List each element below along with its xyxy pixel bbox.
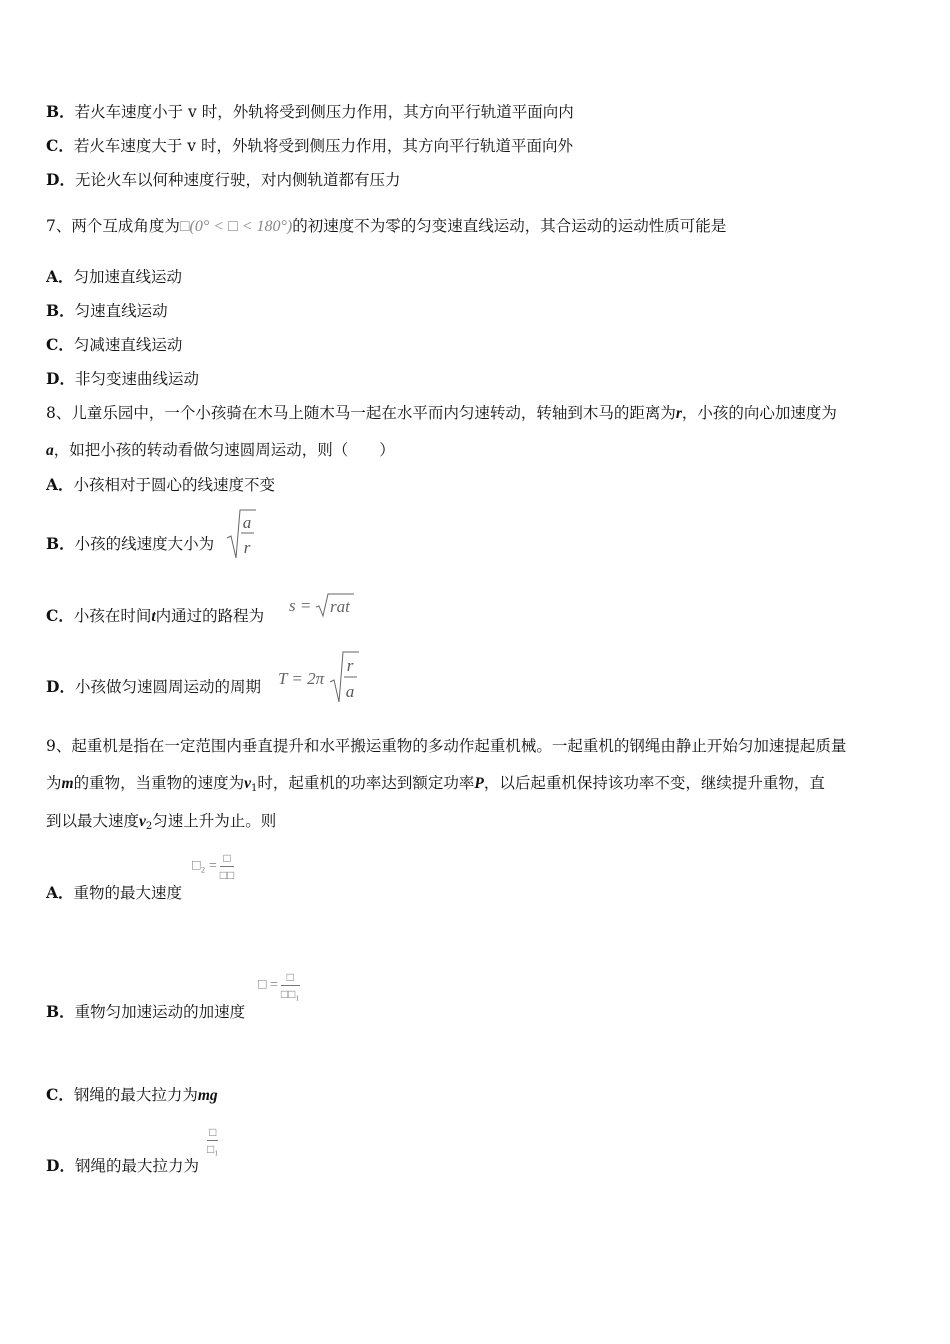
q9-b-fraction bbox=[281, 969, 300, 1002]
option-label: D． bbox=[46, 1156, 75, 1175]
q8-d-numerator: r bbox=[346, 656, 354, 675]
q6-option-d bbox=[46, 169, 400, 191]
q7-option-c bbox=[46, 334, 182, 356]
option-label: A． bbox=[46, 883, 74, 902]
option-text: 无论火车以何种速度行驶，对内侧轨道都有压力 bbox=[74, 171, 401, 189]
q8-text: 8、儿童乐园中，一个小孩骑在木马上随木马一起在水平而内匀速转动，转轴到木马的距离为 bbox=[46, 404, 676, 422]
q8-option-d bbox=[46, 676, 261, 698]
q8-option-c bbox=[46, 605, 264, 628]
q9-d-formula bbox=[207, 1124, 218, 1157]
q9-b-numerator: □ bbox=[281, 969, 300, 986]
q9-b-denominator: □□₁ bbox=[280, 987, 300, 1001]
q6-option-c bbox=[46, 135, 573, 157]
q8-text: ，小孩的向心加速度为 bbox=[681, 404, 837, 422]
q9-d-fraction bbox=[207, 1124, 218, 1157]
q9-text: 匀速上升为止。则 bbox=[152, 812, 277, 830]
q8-var-r: r bbox=[675, 405, 682, 422]
q9-text: 为 bbox=[46, 774, 62, 792]
q9-text: 的重物，当重物的速度为 bbox=[73, 774, 245, 792]
option-label: D． bbox=[46, 677, 75, 696]
option-text: 重物的最大速度 bbox=[73, 884, 183, 902]
option-text: 匀速直线运动 bbox=[74, 302, 168, 320]
q9-text: 9、起重机是指在一定范围内垂直提升和水平搬运重物的多动作起重机械。一起重机的钢绳由静止开始匀加速提起质量 bbox=[46, 737, 847, 755]
q9-a-denominator: □□ bbox=[219, 868, 235, 882]
q9-stem-line2 bbox=[46, 772, 825, 800]
option-label: C． bbox=[46, 136, 74, 155]
q9-var-v1: v bbox=[244, 775, 251, 792]
q9-a-formula bbox=[192, 850, 234, 883]
option-label: D． bbox=[46, 369, 75, 388]
option-label: D． bbox=[46, 170, 75, 189]
q7-angle-formula: □(0° < □ < 180°) bbox=[179, 218, 293, 235]
q9-d-numerator: □ bbox=[207, 1124, 218, 1141]
q7-stem bbox=[46, 215, 726, 238]
q9-sub-1: 1 bbox=[250, 783, 258, 794]
option-text: 钢绳的最大拉力为 bbox=[73, 1086, 198, 1104]
option-label: A． bbox=[46, 267, 74, 286]
option-label: B． bbox=[46, 301, 75, 320]
q8-b-denominator: r bbox=[243, 538, 251, 557]
option-text: 小孩做匀速圆周运动的周期 bbox=[74, 678, 261, 696]
option-label: C． bbox=[46, 1085, 74, 1104]
q8-b-numerator: a bbox=[242, 513, 252, 532]
q9-b-formula bbox=[258, 969, 300, 1002]
q8-option-a bbox=[46, 474, 275, 496]
q9-text: ，以后起重机保持该功率不变，继续提升重物，直 bbox=[483, 774, 825, 792]
option-label: B． bbox=[46, 1002, 75, 1021]
q8-c-lhs: s = bbox=[289, 596, 312, 615]
q9-option-a bbox=[46, 882, 182, 904]
q9-stem-line3 bbox=[46, 810, 276, 838]
q9-b-lhs: □ = bbox=[258, 977, 278, 993]
option-text: 若火车速度大于 v 时，外轨将受到侧压力作用，其方向平行轨道平面向外 bbox=[73, 137, 573, 155]
option-text: 重物匀加速运动的加速度 bbox=[74, 1003, 246, 1021]
option-text: 小孩在时间 bbox=[73, 607, 152, 625]
q9-var-v2: v bbox=[139, 813, 146, 830]
q8-b-sqrt-formula bbox=[226, 508, 258, 560]
q8-var-a: a bbox=[46, 442, 54, 459]
q8-d-lhs: T = 2π bbox=[278, 669, 325, 688]
option-label: C． bbox=[46, 606, 74, 625]
q9-a-numerator: □ bbox=[220, 850, 235, 867]
option-label: A． bbox=[46, 475, 74, 494]
q8-text: ，如把小孩的转动看做匀速圆周运动，则（ ） bbox=[53, 441, 395, 459]
option-text: 小孩相对于圆心的线速度不变 bbox=[73, 476, 276, 494]
q9-text: 时，起重机的功率达到额定功率 bbox=[257, 774, 475, 792]
option-text: 若火车速度小于 v 时，外轨将受到侧压力作用，其方向平行轨道平面向内 bbox=[74, 103, 574, 121]
q8-option-b bbox=[46, 533, 214, 555]
option-text: 匀减速直线运动 bbox=[73, 336, 183, 354]
q9-a-lhs: □₂ = bbox=[192, 858, 217, 874]
q9-text: 到以最大速度 bbox=[46, 812, 140, 830]
q8-stem-line2 bbox=[46, 439, 395, 462]
q8-d-formula bbox=[277, 650, 367, 704]
q7-option-b bbox=[46, 300, 168, 322]
option-text: 内通过的路程为 bbox=[155, 607, 265, 625]
option-text: 匀加速直线运动 bbox=[73, 268, 183, 286]
q7-option-a bbox=[46, 266, 182, 288]
q8-c-formula bbox=[288, 592, 358, 618]
q8-c-radicand: rat bbox=[330, 597, 350, 616]
q6-option-b bbox=[46, 101, 574, 123]
option-text: 小孩的线速度大小为 bbox=[74, 535, 215, 553]
q9-d-denominator: □₁ bbox=[207, 1142, 219, 1156]
q9-option-b bbox=[46, 1001, 245, 1023]
q7-prefix: 7、两个互成角度为 bbox=[46, 217, 180, 235]
option-label: C． bbox=[46, 335, 74, 354]
q9-option-d bbox=[46, 1155, 199, 1177]
option-text: 非匀变速曲线运动 bbox=[74, 370, 199, 388]
q9-var-m: m bbox=[61, 775, 74, 792]
q9-stem-line1 bbox=[46, 735, 846, 757]
q9-var-p: P bbox=[474, 775, 484, 792]
q9-c-var-mg: mg bbox=[197, 1087, 218, 1104]
q9-a-fraction bbox=[220, 850, 235, 883]
q8-var-t: t bbox=[151, 608, 156, 625]
q9-option-c bbox=[46, 1084, 218, 1107]
q8-stem-line1 bbox=[46, 402, 837, 425]
q7-suffix: 的初速度不为零的匀变速直线运动，其合运动的运动性质可能是 bbox=[292, 217, 727, 235]
q8-d-denominator: a bbox=[345, 682, 355, 701]
option-text: 钢绳的最大拉力为 bbox=[74, 1157, 199, 1175]
option-label: B． bbox=[46, 102, 75, 121]
option-label: B． bbox=[46, 534, 75, 553]
q7-option-d bbox=[46, 368, 199, 390]
q9-sub-2: 2 bbox=[145, 821, 153, 832]
